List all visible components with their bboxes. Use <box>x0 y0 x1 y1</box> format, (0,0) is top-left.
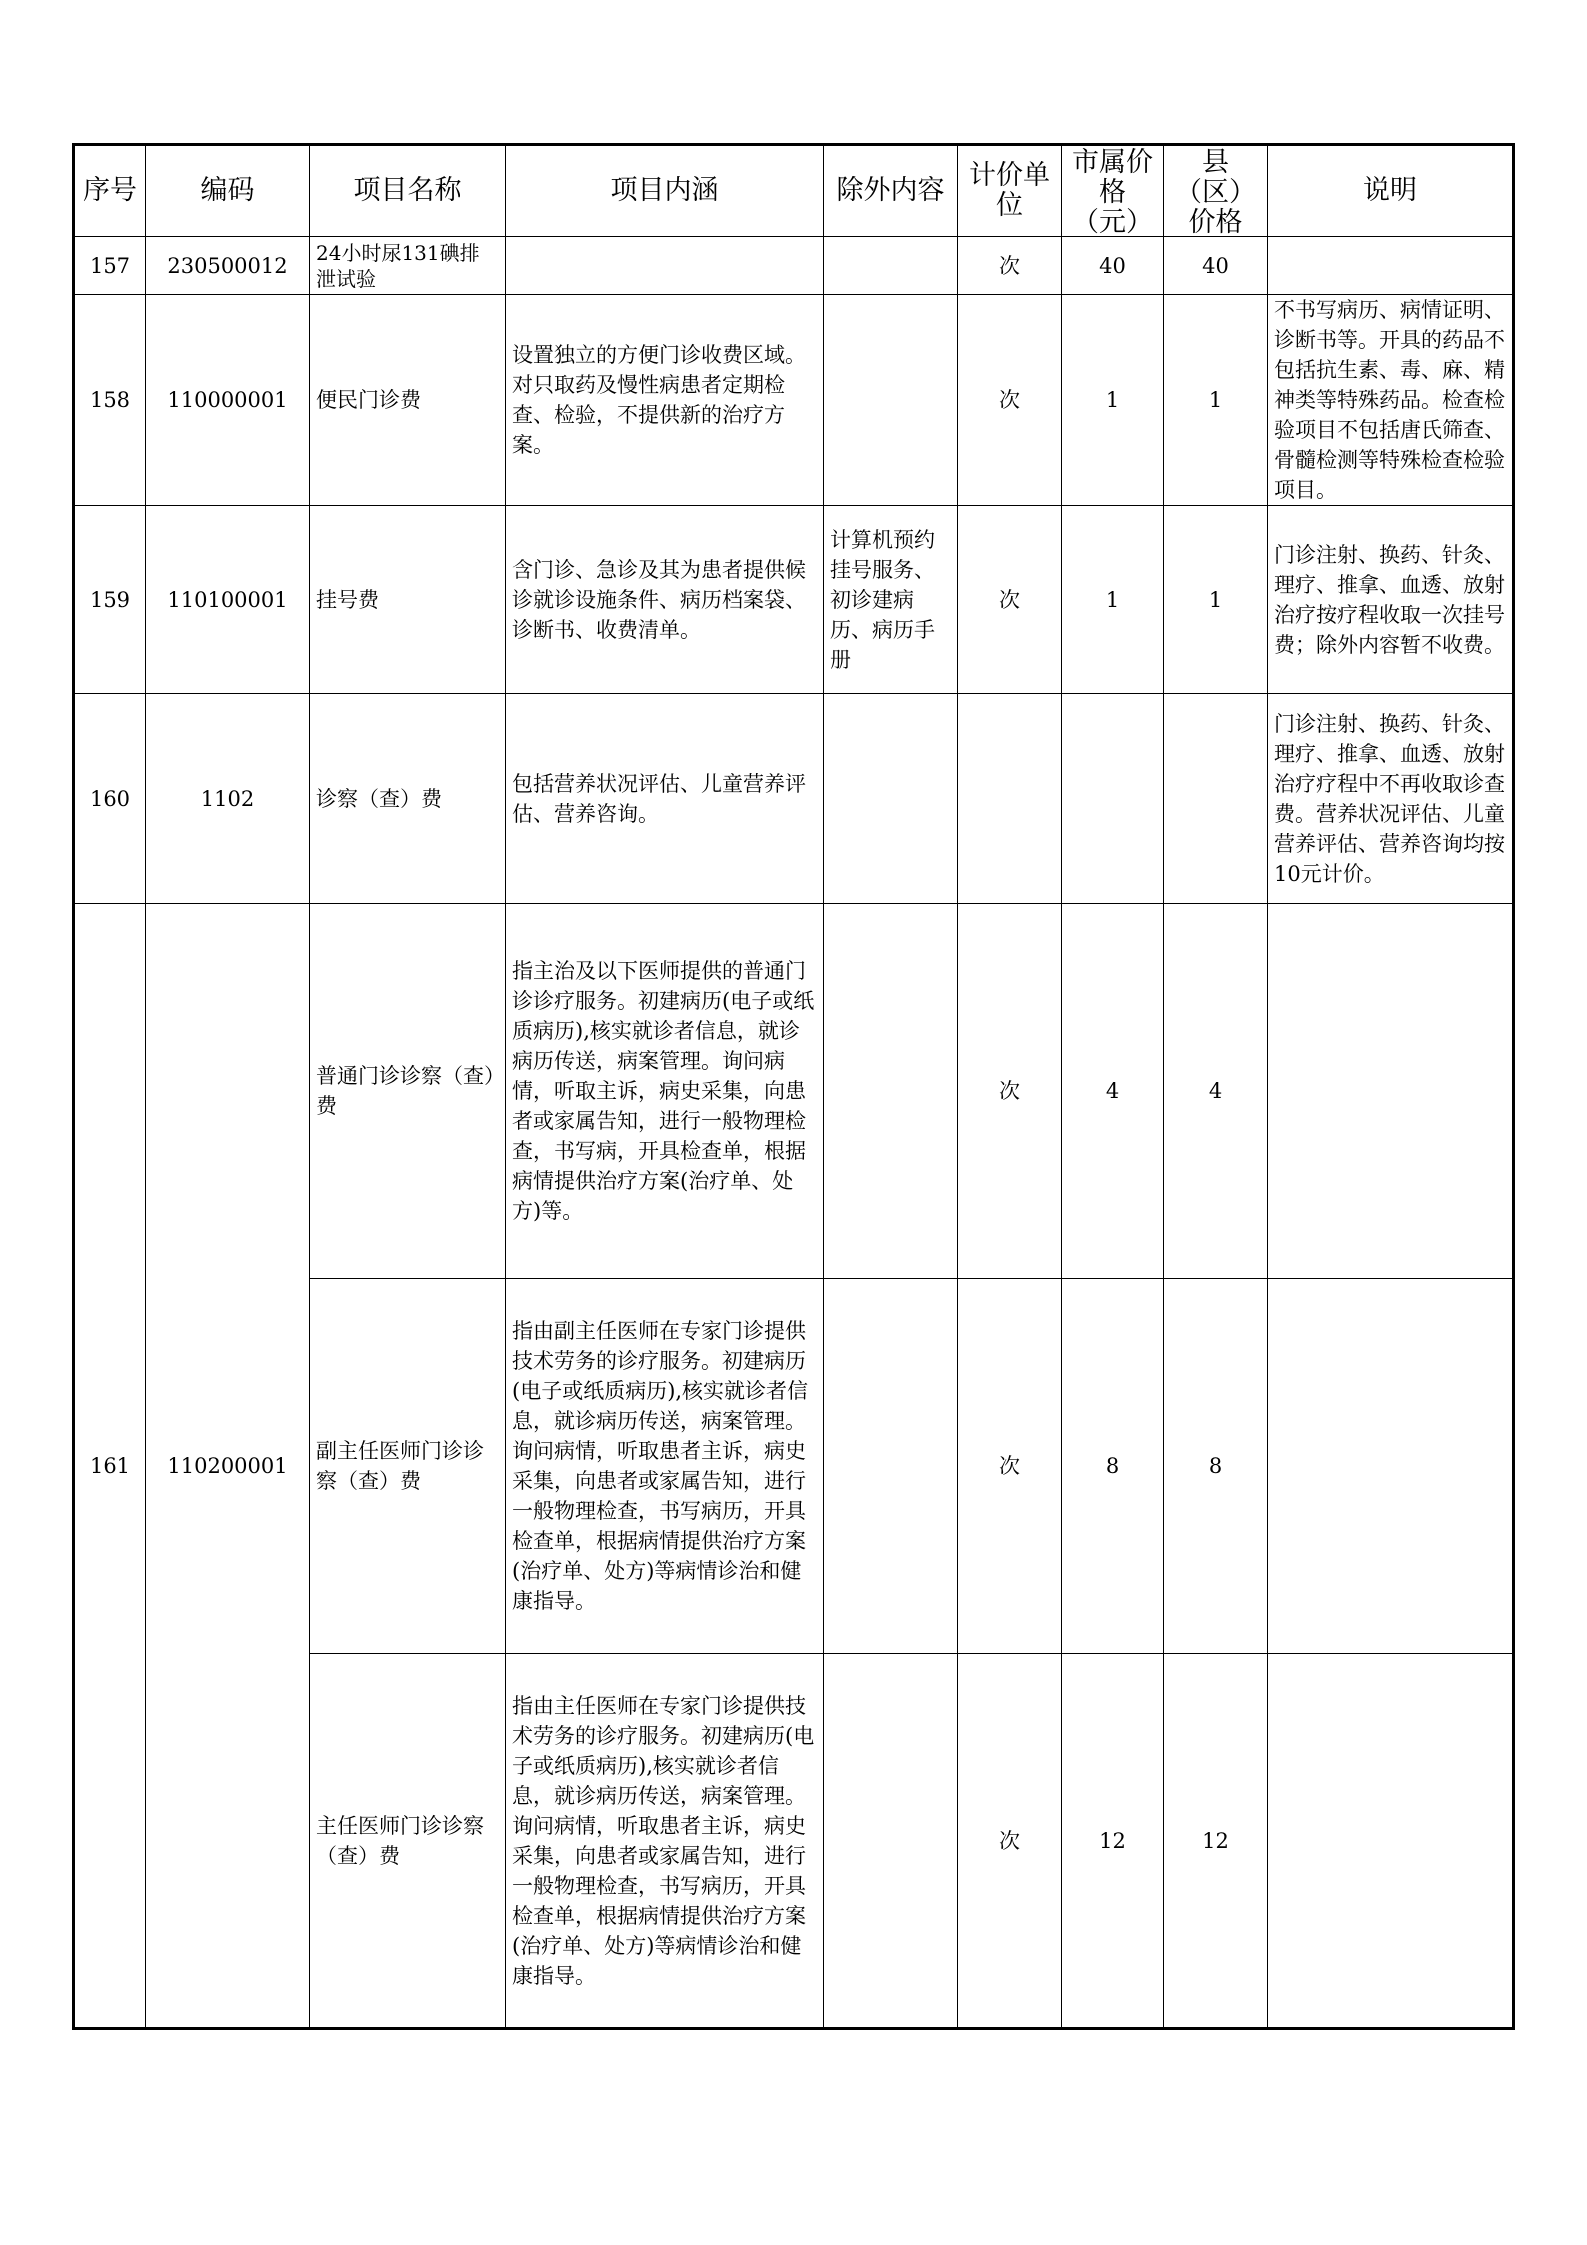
note-cell <box>1268 1279 1514 1654</box>
header-code: 编码 <box>146 145 310 237</box>
header-city-price: 市属价格（元） <box>1062 145 1164 237</box>
exclusion-cell <box>824 1279 958 1654</box>
code-cell: 110200001 <box>146 904 310 2029</box>
county-price-cell <box>1164 694 1268 904</box>
exclusion-cell: 计算机预约挂号服务、初诊建病历、病历手册 <box>824 506 958 694</box>
name-cell: 便民门诊费 <box>310 295 506 506</box>
note-cell: 不书写病历、病情证明、诊断书等。开具的药品不包括抗生素、毒、麻、精神类等特殊药品。检查检验项目不包括唐氏筛查、骨髓检测等特殊检查检验项目。 <box>1268 295 1514 506</box>
exclusion-cell <box>824 1654 958 2029</box>
header-seq: 序号 <box>74 145 146 237</box>
county-price-cell: 1 <box>1164 506 1268 694</box>
note-cell: 门诊注射、换药、针灸、理疗、推拿、血透、放射治疗按疗程收取一次挂号费；除外内容暂不收费。 <box>1268 506 1514 694</box>
city-price-cell: 8 <box>1062 1279 1164 1654</box>
name-cell: 普通门诊诊察（查）费 <box>310 904 506 1279</box>
seq-cell: 160 <box>74 694 146 904</box>
county-price-cell: 12 <box>1164 1654 1268 2029</box>
name-cell: 诊察（查）费 <box>310 694 506 904</box>
name-cell: 挂号费 <box>310 506 506 694</box>
seq-cell: 159 <box>74 506 146 694</box>
content-cell: 设置独立的方便门诊收费区域。对只取药及慢性病患者定期检查、检验，不提供新的治疗方案。 <box>506 295 824 506</box>
table-row <box>74 904 1514 1279</box>
header-exclusion: 除外内容 <box>824 145 958 237</box>
table-row <box>74 237 1514 295</box>
city-price-cell: 1 <box>1062 506 1164 694</box>
header-content: 项目内涵 <box>506 145 824 237</box>
city-price-cell: 12 <box>1062 1654 1164 2029</box>
city-price-cell: 40 <box>1062 237 1164 295</box>
unit-cell <box>958 694 1062 904</box>
header-unit: 计价单位 <box>958 145 1062 237</box>
exclusion-cell <box>824 904 958 1279</box>
header-name: 项目名称 <box>310 145 506 237</box>
unit-cell: 次 <box>958 295 1062 506</box>
note-cell <box>1268 1654 1514 2029</box>
header-row <box>74 145 1514 237</box>
code-cell: 230500012 <box>146 237 310 295</box>
code-cell: 1102 <box>146 694 310 904</box>
note-cell <box>1268 237 1514 295</box>
name-cell: 副主任医师门诊诊察（查）费 <box>310 1279 506 1654</box>
unit-cell: 次 <box>958 237 1062 295</box>
content-cell <box>506 237 824 295</box>
name-cell: 24小时尿131碘排泄试验 <box>310 237 506 295</box>
seq-cell: 161 <box>74 904 146 2029</box>
table-row <box>74 506 1514 694</box>
name-cell: 主任医师门诊诊察（查）费 <box>310 1654 506 2029</box>
county-price-cell: 8 <box>1164 1279 1268 1654</box>
content-cell: 含门诊、急诊及其为患者提供候诊就诊设施条件、病历档案袋、诊断书、收费清单。 <box>506 506 824 694</box>
header-county-price: 县（区）价格 <box>1164 145 1268 237</box>
city-price-cell: 4 <box>1062 904 1164 1279</box>
price-table <box>72 143 1515 2030</box>
county-price-cell: 40 <box>1164 237 1268 295</box>
code-cell: 110100001 <box>146 506 310 694</box>
city-price-cell: 1 <box>1062 295 1164 506</box>
unit-cell: 次 <box>958 506 1062 694</box>
header-note: 说明 <box>1268 145 1514 237</box>
note-cell <box>1268 904 1514 1279</box>
table-row <box>74 295 1514 506</box>
county-price-cell: 4 <box>1164 904 1268 1279</box>
unit-cell: 次 <box>958 1279 1062 1654</box>
exclusion-cell <box>824 295 958 506</box>
content-cell: 指由主任医师在专家门诊提供技术劳务的诊疗服务。初建病历(电子或纸质病历),核实就诊者信息，就诊病历传送，病案管理。询问病情，听取患者主诉，病史采集，向患者或家属告知，进行一般物理检查，书写病历，开具检查单，根据病情提供治疗方案(治疗单、处方)等病情诊治和健康指导。 <box>506 1654 824 2029</box>
content-cell: 包括营养状况评估、儿童营养评估、营养咨询。 <box>506 694 824 904</box>
content-cell: 指由副主任医师在专家门诊提供技术劳务的诊疗服务。初建病历(电子或纸质病历),核实就诊者信息，就诊病历传送，病案管理。询问病情，听取患者主诉，病史采集，向患者或家属告知，进行一般物理检查，书写病历，开具检查单，根据病情提供治疗方案(治疗单、处方)等病情诊治和健康指导。 <box>506 1279 824 1654</box>
county-price-cell: 1 <box>1164 295 1268 506</box>
exclusion-cell <box>824 237 958 295</box>
content-cell: 指主治及以下医师提供的普通门诊诊疗服务。初建病历(电子或纸质病历),核实就诊者信息，就诊病历传送，病案管理。询问病情，听取主诉，病史采集，向患者或家属告知，进行一般物理检查，书写病，开具检查单，根据病情提供治疗方案(治疗单、处方)等。 <box>506 904 824 1279</box>
table-row <box>74 694 1514 904</box>
note-cell: 门诊注射、换药、针灸、理疗、推拿、血透、放射治疗疗程中不再收取诊查费。营养状况评估、儿童营养评估、营养咨询均按10元计价。 <box>1268 694 1514 904</box>
city-price-cell <box>1062 694 1164 904</box>
seq-cell: 158 <box>74 295 146 506</box>
unit-cell: 次 <box>958 1654 1062 2029</box>
unit-cell: 次 <box>958 904 1062 1279</box>
exclusion-cell <box>824 694 958 904</box>
seq-cell: 157 <box>74 237 146 295</box>
code-cell: 110000001 <box>146 295 310 506</box>
